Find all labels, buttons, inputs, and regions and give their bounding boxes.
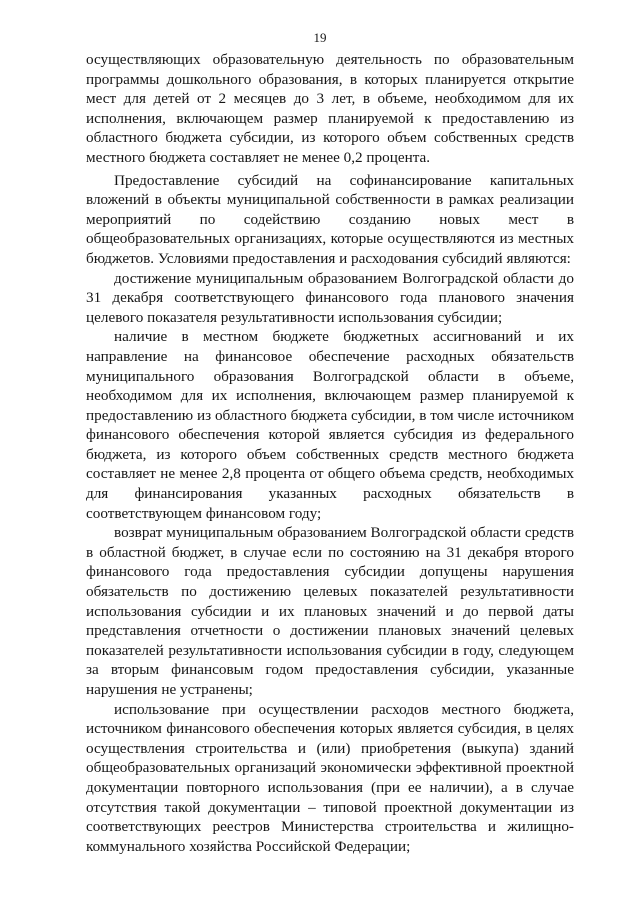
paragraph-continuation: осуществляющих образовательную деятельность по образовательным программы дошкольного образования, в которых планируется открытие мест для детей от 2 месяцев до 3 лет, в объеме, необходимом для их исполнения, включающем размер планируемой к предоставлению из областного бюджета субсидии, из которого объем собственных средств местного бюджета составляет не менее 0,2 процента. — [86, 51, 574, 166]
page-number: 19 — [313, 30, 327, 45]
paragraph-condition-budget-allocations: наличие в местном бюджете бюджетных ассигнований и их направление на финансовое обеспечение расходных обязательств муниципального образования Волгоградской области в объеме, необходимом для их исполнения, включающем размер планируемой к предоставлению из областного бюджета субсидии, в том числе источником финансового обеспечения которой является субсидия из федерального бюджета, из которого объем собственных средств местного бюджета составляет не менее 2,8 процента от общего объема средств, необходимых для финансирования указанных расходных обязательств в соответствующем финансовом году; — [86, 328, 574, 522]
paragraph-condition-project-documentation: использование при осуществлении расходов местного бюджета, источником финансового обеспечения которых является субсидия, в целях осуществления строительства и (или) приобретения (выкупа) зданий общеобразовательных организаций экономически эффективной проектной документации повторного использования (при ее наличии), а в случае отсутствия такой документации – типовой проектной документации из соответствующих реестров Министерства строительства и жилищно-коммунального хозяйства Российской Федерации; — [86, 700, 574, 855]
paragraph-subsidy-provision: Предоставление субсидий на софинансирование капитальных вложений в объекты муниципальной собственности в рамках реализации мероприятий по содействию созданию новых мест в общеобразовательных организациях, которые осуществляются из местных бюджетов. Условиями предоставления и расходования субсидий являются: — [86, 171, 574, 267]
paragraph-condition-refund: возврат муниципальным образованием Волгоградской области средств в областной бюджет, в случае если по состоянию на 31 декабря второго финансового года предоставления субсидии допущены нарушения обязательств по достижению целевых показателей результативности использования субсидии и их плановых значений и до первой даты представления отчетности о достижении плановых значений целевых показателей результативности использования субсидии в году, следующем за вторым финансовым годом предоставления субсидии, указанные нарушения не устранены; — [86, 524, 574, 698]
paragraph-condition-target-indicator: достижение муниципальным образованием Волгоградской области до 31 декабря соответствующего финансового года планового значения целевого показателя результативности использования субсидии; — [86, 269, 574, 326]
document-body — [86, 50, 574, 856]
